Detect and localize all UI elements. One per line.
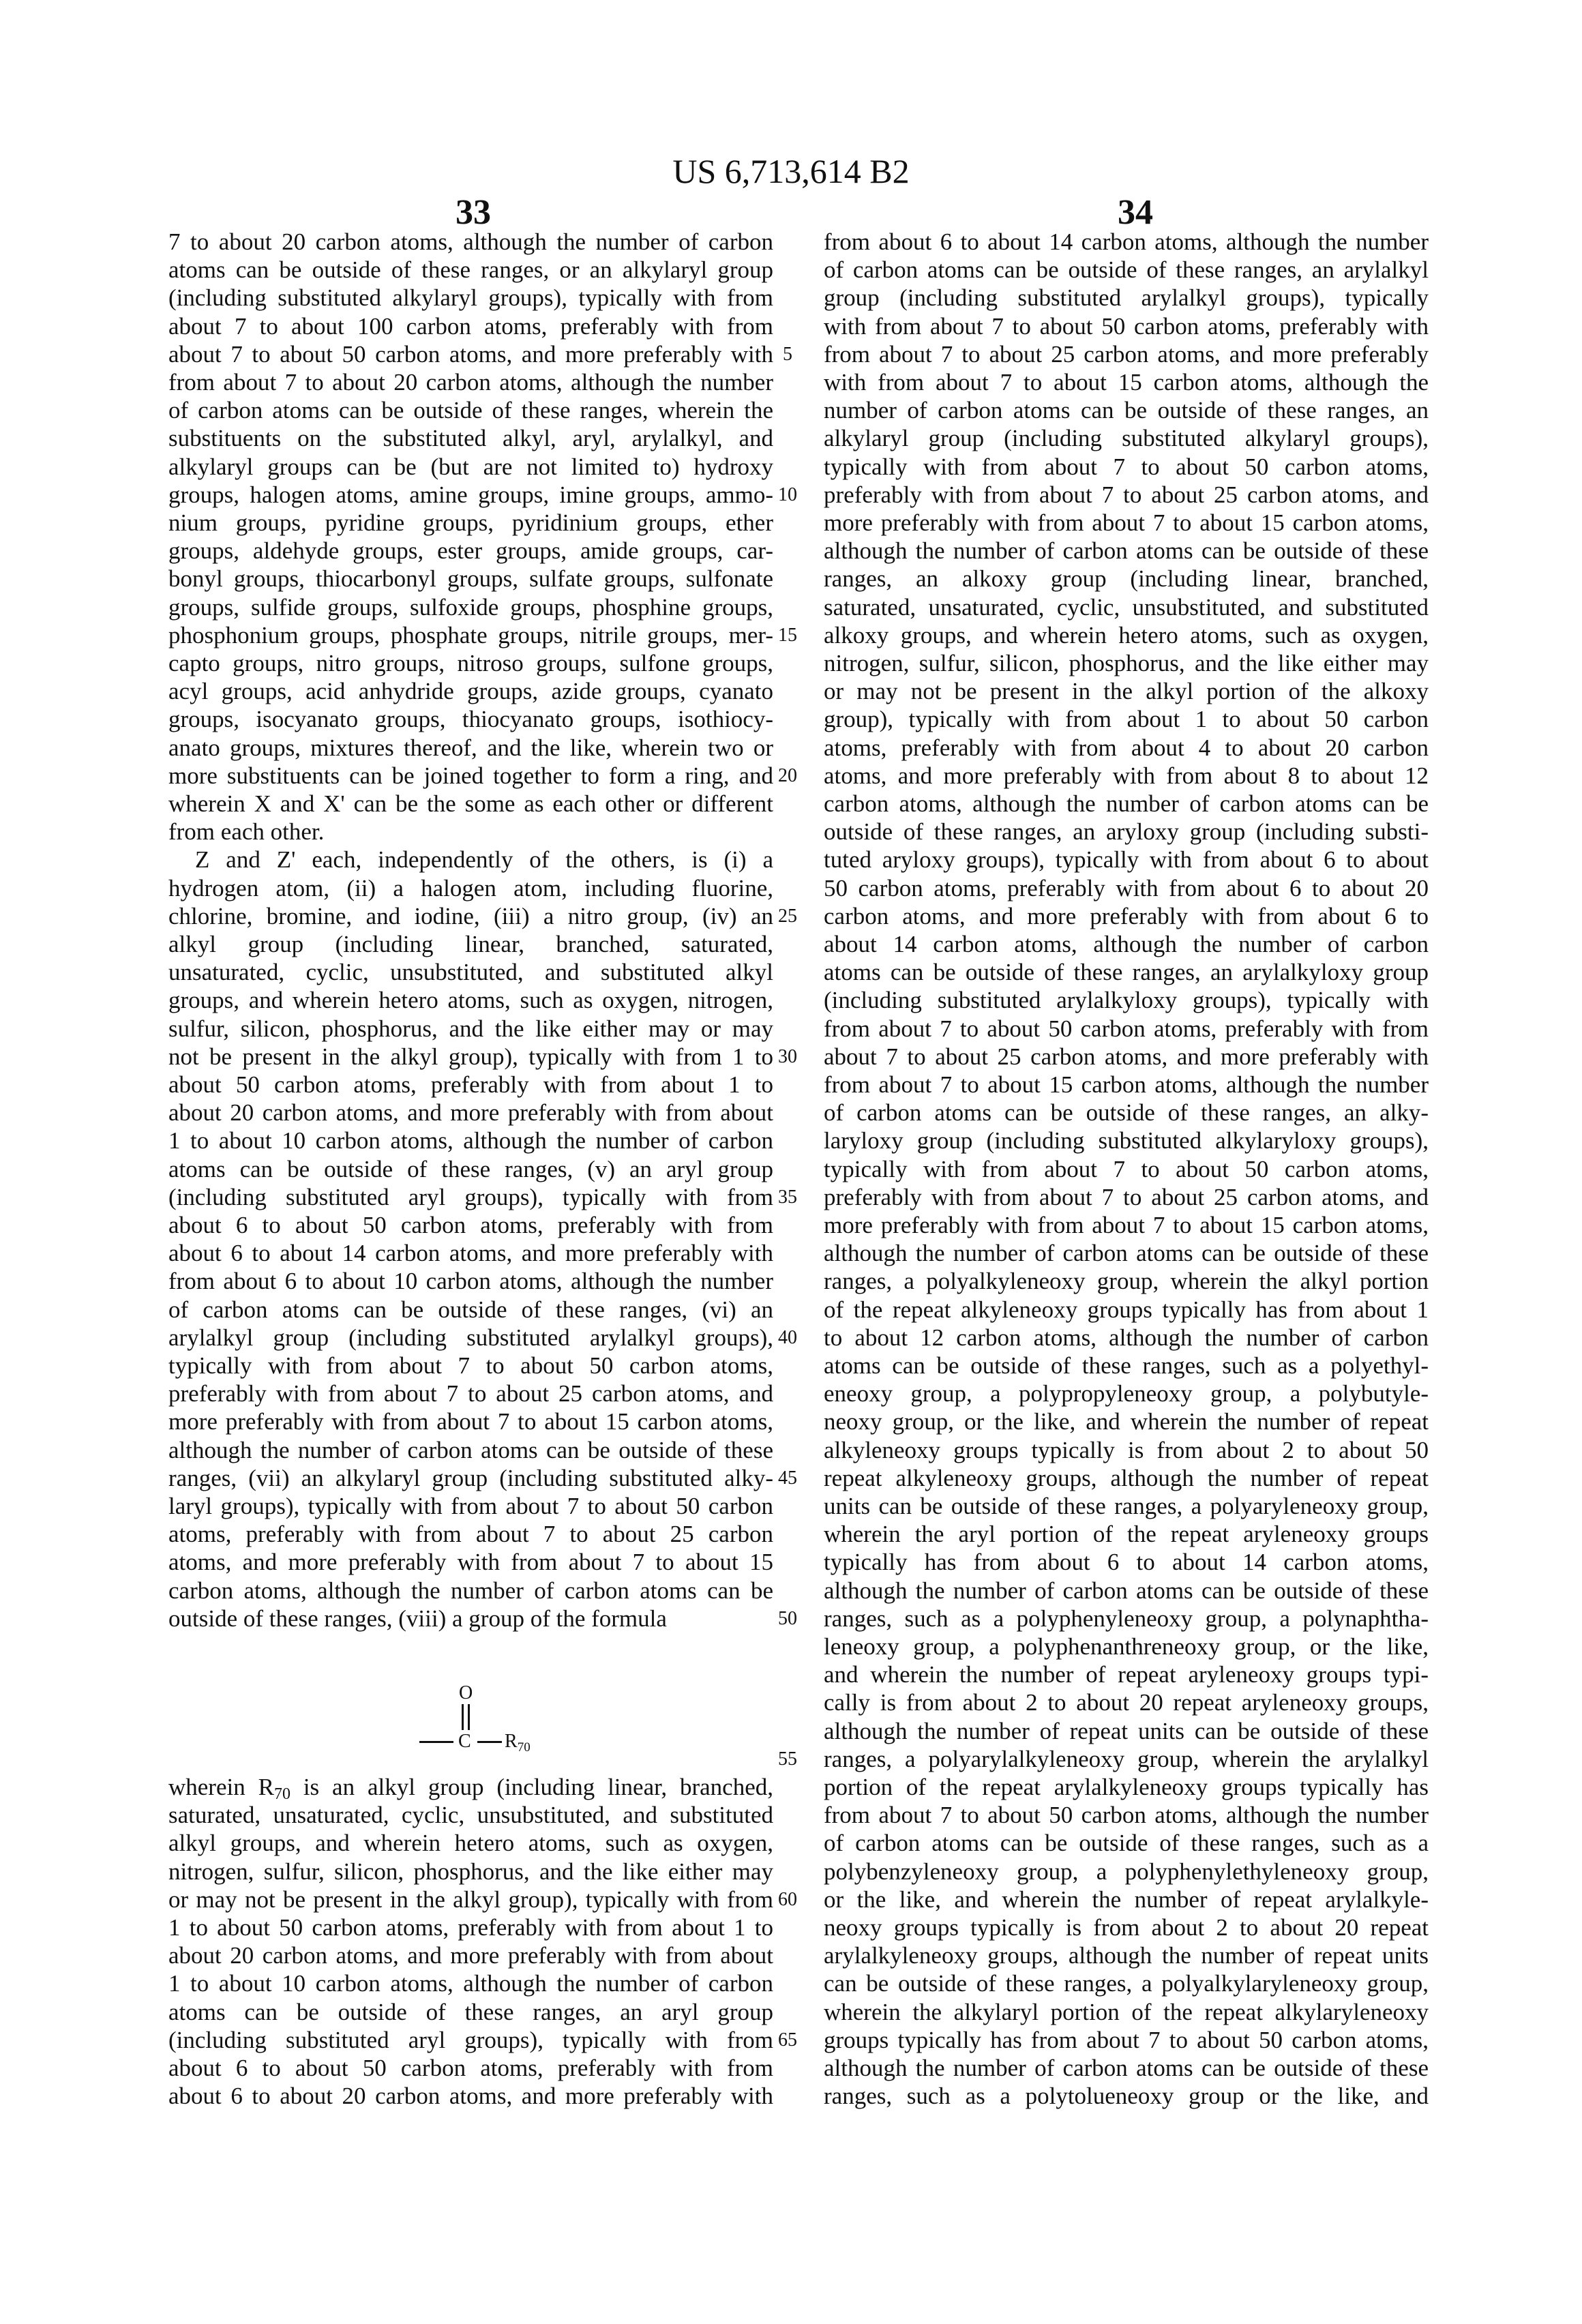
text-line: alkylaryl group (including substituted alkylaryl groups), — [824, 424, 1429, 452]
text-line: about 7 to about 100 carbon atoms, preferably with from — [168, 312, 773, 340]
text-line: cally is from about 2 to about 20 repeat aryleneoxy groups, — [824, 1688, 1429, 1716]
text-line: alkyleneoxy groups typically is from about 2 to about 50 — [824, 1436, 1429, 1464]
text-line: number of carbon atoms can be outside of these ranges, an — [824, 396, 1429, 424]
text-line: ranges, such as a polytolueneoxy group or the like, and — [824, 2082, 1429, 2110]
text-line: of carbon atoms can be outside of these ranges, such as a — [824, 1829, 1429, 1857]
text-line: from about 7 to about 25 carbon atoms, and more preferably — [824, 340, 1429, 368]
text-line: to about 12 carbon atoms, although the number of carbon — [824, 1324, 1429, 1352]
text-line: wherein the aryl portion of the repeat aryleneoxy groups — [824, 1520, 1429, 1548]
text-line: of carbon atoms can be outside of these ranges, wherein the — [168, 396, 773, 424]
text-line: preferably with from about 7 to about 25 carbon atoms, and — [824, 481, 1429, 509]
text-line: group), typically with from about 1 to about 50 carbon — [824, 705, 1429, 733]
text-line: nium groups, pyridine groups, pyridinium groups, ether — [168, 509, 773, 537]
text-line: ranges, a polyalkyleneoxy group, wherein the alkyl portion — [824, 1267, 1429, 1295]
text-line: atoms can be outside of these ranges, such as a polyethyl- — [824, 1352, 1429, 1380]
margin-line-number: 45 — [771, 1464, 805, 1492]
text-line: of carbon atoms can be outside of these ranges, an alky- — [824, 1099, 1429, 1127]
text-line: atoms can be outside of these ranges, an arylalkyloxy group — [824, 958, 1429, 986]
margin-line-number: 20 — [771, 762, 805, 790]
margin-line-number: 30 — [771, 1043, 805, 1071]
text-line: ranges, an alkoxy group (including linear, branched, — [824, 565, 1429, 593]
margin-line-number: 60 — [771, 1886, 805, 1913]
text-line: saturated, unsaturated, cyclic, unsubstituted, and substituted — [824, 593, 1429, 621]
text-line: atoms can be outside of these ranges, or an alkylaryl group — [168, 256, 773, 284]
text-line: about 7 to about 50 carbon atoms, and more preferably with — [168, 340, 773, 368]
text-line: nitrogen, sulfur, silicon, phosphorus, and the like either may — [168, 1858, 773, 1886]
text-line: atoms, preferably with from about 4 to about 20 carbon — [824, 734, 1429, 762]
text-line: with from about 7 to about 15 carbon atoms, although the — [824, 368, 1429, 396]
text-line: from about 7 to about 50 carbon atoms, although the number — [824, 1801, 1429, 1829]
text-line: about 20 carbon atoms, and more preferably with from about — [168, 1941, 773, 1969]
text-line: alkoxy groups, and wherein hetero atoms, such as oxygen, — [824, 621, 1429, 649]
text-line: ranges, a polyarylalkyleneoxy group, wherein the arylalkyl — [824, 1745, 1429, 1773]
text-line: typically with from about 7 to about 50 carbon atoms, — [824, 1155, 1429, 1183]
text-line: group (including substituted arylalkyl groups), typically — [824, 284, 1429, 312]
text-line: alkyl groups, and wherein hetero atoms, such as oxygen, — [168, 1829, 773, 1857]
left-column — [168, 0, 773, 2324]
right-column — [824, 0, 1429, 2324]
text-line: about 20 carbon atoms, and more preferably with from about — [168, 1099, 773, 1127]
text-line: groups, sulfide groups, sulfoxide groups, phosphine groups, — [168, 593, 773, 621]
margin-line-number: 15 — [771, 621, 805, 649]
text-line: can be outside of these ranges, a polyalkylaryleneoxy group, — [824, 1969, 1429, 1997]
text-line: atoms, preferably with from about 7 to about 25 carbon — [168, 1520, 773, 1548]
text-line: (including substituted alkylaryl groups), typically with from — [168, 284, 773, 312]
text-line: or may not be present in the alkyl portion of the alkoxy — [824, 677, 1429, 705]
page-number-right: 34 — [1094, 192, 1176, 233]
text-line: and wherein the number of repeat aryleneoxy groups typi- — [824, 1660, 1429, 1688]
margin-line-number: 40 — [771, 1324, 805, 1352]
text-line: groups typically has from about 7 to about 50 carbon atoms, — [824, 2026, 1429, 2054]
text-line: more preferably with from about 7 to about 15 carbon atoms, — [824, 509, 1429, 537]
formula-oxygen: O — [459, 1684, 473, 1703]
formula-r-group — [505, 1732, 531, 1757]
r70-post: is an alkyl group (including linear, branched, — [290, 1774, 773, 1800]
text-line: outside of these ranges, (viii) a group of the formula — [168, 1605, 773, 1633]
text-line: eneoxy group, a polypropyleneoxy group, a polybutyle- — [824, 1380, 1429, 1407]
text-line: neoxy group, or the like, and wherein the number of repeat — [824, 1407, 1429, 1435]
r-label: R — [505, 1731, 518, 1752]
formula-carbon: C — [458, 1732, 471, 1751]
text-line: hydrogen atom, (ii) a halogen atom, including fluorine, — [168, 874, 773, 902]
page-number-left: 33 — [432, 192, 514, 233]
text-line: (including substituted aryl groups), typically with from — [168, 2026, 773, 2054]
text-line: about 6 to about 14 carbon atoms, and more preferably with — [168, 1239, 773, 1267]
text-line: although the number of carbon atoms can be outside of these — [824, 537, 1429, 565]
text-line: polybenzyleneoxy group, a polyphenylethyleneoxy group, — [824, 1858, 1429, 1886]
text-line: about 50 carbon atoms, preferably with from about 1 to — [168, 1071, 773, 1099]
margin-line-number: 25 — [771, 902, 805, 930]
text-line: carbon atoms, although the number of carbon atoms can be — [168, 1577, 773, 1605]
text-line: carbon atoms, and more preferably with from about 6 to — [824, 902, 1429, 930]
chemical-formula-acyl — [409, 1681, 559, 1756]
double-bond-line — [468, 1704, 470, 1730]
text-line: from each other. — [168, 818, 773, 846]
text-line: arylalkyleneoxy groups, although the number of repeat units — [824, 1941, 1429, 1969]
text-line: (including substituted arylalkyloxy groups), typically with — [824, 986, 1429, 1014]
text-line: with from about 7 to about 50 carbon atoms, preferably with — [824, 312, 1429, 340]
text-line: from about 7 to about 15 carbon atoms, although the number — [824, 1071, 1429, 1099]
text-line: groups, halogen atoms, amine groups, imine groups, ammo- — [168, 481, 773, 509]
text-line: typically has from about 6 to about 14 carbon atoms, — [824, 1548, 1429, 1576]
text-line: tuted aryloxy groups), typically with from about 6 to about — [824, 846, 1429, 874]
margin-line-number: 55 — [771, 1745, 805, 1773]
text-line: laryl groups), typically with from about 7 to about 50 carbon — [168, 1492, 773, 1520]
text-line: or may not be present in the alkyl group), typically with from — [168, 1886, 773, 1913]
r70-subscript: 70 — [274, 1785, 290, 1803]
text-line: of carbon atoms can be outside of these ranges, (vi) an — [168, 1296, 773, 1324]
text-line: arylalkyl group (including substituted arylalkyl groups), — [168, 1324, 773, 1352]
text-line: of the repeat alkyleneoxy groups typically has from about 1 — [824, 1296, 1429, 1324]
text-line: atoms can be outside of these ranges, an aryl group — [168, 1998, 773, 2026]
text-line: ranges, such as a polyphenyleneoxy group, a polynaphtha- — [824, 1605, 1429, 1633]
text-line: although the number of carbon atoms can be outside of these — [168, 1436, 773, 1464]
text-line: groups, and wherein hetero atoms, such as oxygen, nitrogen, — [168, 986, 773, 1014]
text-line: about 7 to about 25 carbon atoms, and more preferably with — [824, 1043, 1429, 1071]
text-line: laryloxy group (including substituted alkylaryloxy groups), — [824, 1127, 1429, 1154]
single-bond-right — [477, 1741, 502, 1743]
text-line: nitrogen, sulfur, silicon, phosphorus, and the like either may — [824, 649, 1429, 677]
text-line: alkyl group (including linear, branched, saturated, — [168, 930, 773, 958]
text-line: from about 6 to about 10 carbon atoms, although the number — [168, 1267, 773, 1295]
text-line: capto groups, nitro groups, nitroso groups, sulfone groups, — [168, 649, 773, 677]
text-line: carbon atoms, although the number of carbon atoms can be — [824, 790, 1429, 818]
text-line: more preferably with from about 7 to about 15 carbon atoms, — [824, 1211, 1429, 1239]
text-line: bonyl groups, thiocarbonyl groups, sulfate groups, sulfonate — [168, 565, 773, 593]
text-line: substituents on the substituted alkyl, aryl, arylalkyl, and — [168, 424, 773, 452]
r-subscript: 70 — [518, 1740, 531, 1755]
text-line: atoms can be outside of these ranges, (v) an aryl group — [168, 1155, 773, 1183]
text-line: ranges, (vii) an alkylaryl group (including substituted alky- — [168, 1464, 773, 1492]
text-line: groups, isocyanato groups, thiocyanato groups, isothiocy- — [168, 705, 773, 733]
text-line: from about 6 to about 14 carbon atoms, although the number — [824, 228, 1429, 256]
text-line: Z and Z' each, independently of the others, is (i) a — [168, 846, 773, 874]
text-line: about 6 to about 20 carbon atoms, and more preferably with — [168, 2082, 773, 2110]
text-line: leneoxy group, a polyphenanthreneoxy group, or the like, — [824, 1633, 1429, 1660]
double-bond-line — [462, 1704, 464, 1730]
text-line: chlorine, bromine, and iodine, (iii) a nitro group, (iv) an — [168, 902, 773, 930]
patent-number: US 6,713,614 B2 — [0, 151, 1582, 191]
text-line: saturated, unsaturated, cyclic, unsubstituted, and substituted — [168, 1801, 773, 1829]
text-line: acyl groups, acid anhydride groups, azide groups, cyanato — [168, 677, 773, 705]
text-line: although the number of repeat units can be outside of these — [824, 1717, 1429, 1745]
text-line: alkylaryl groups can be (but are not limited to) hydroxy — [168, 453, 773, 481]
text-line: typically with from about 7 to about 50 carbon atoms, — [824, 453, 1429, 481]
text-line: anato groups, mixtures thereof, and the like, wherein two or — [168, 734, 773, 762]
text-line: sulfur, silicon, phosphorus, and the like either may or may — [168, 1015, 773, 1043]
text-line: about 6 to about 50 carbon atoms, preferably with from — [168, 2054, 773, 2082]
text-line: from about 7 to about 50 carbon atoms, preferably with from — [824, 1015, 1429, 1043]
text-line: typically with from about 7 to about 50 carbon atoms, — [168, 1352, 773, 1380]
text-line: groups, aldehyde groups, ester groups, amide groups, car- — [168, 537, 773, 565]
single-bond-left — [419, 1741, 453, 1743]
text-line: not be present in the alkyl group), typically with from 1 to — [168, 1043, 773, 1071]
margin-line-number: 35 — [771, 1183, 805, 1211]
text-line: preferably with from about 7 to about 25 carbon atoms, and — [824, 1183, 1429, 1211]
text-line: more substituents can be joined together to form a ring, and — [168, 762, 773, 790]
text-line: neoxy groups typically is from about 2 to about 20 repeat — [824, 1913, 1429, 1941]
text-line: more preferably with from about 7 to about 15 carbon atoms, — [168, 1407, 773, 1435]
text-line: repeat alkyleneoxy groups, although the number of repeat — [824, 1464, 1429, 1492]
text-line: 50 carbon atoms, preferably with from about 6 to about 20 — [824, 874, 1429, 902]
text-line: or the like, and wherein the number of repeat arylalkyle- — [824, 1886, 1429, 1913]
text-line: preferably with from about 7 to about 25 carbon atoms, and — [168, 1380, 773, 1407]
text-line: outside of these ranges, an aryloxy group (including substi- — [824, 818, 1429, 846]
text-line: 1 to about 10 carbon atoms, although the number of carbon — [168, 1969, 773, 1997]
text-line: 1 to about 10 carbon atoms, although the number of carbon — [168, 1127, 773, 1154]
margin-line-number: 10 — [771, 481, 805, 509]
text-line: wherein the alkylaryl portion of the repeat alkylaryleneoxy — [824, 1998, 1429, 2026]
text-line: although the number of carbon atoms can be outside of these — [824, 1577, 1429, 1605]
text-line: although the number of carbon atoms can be outside of these — [824, 1239, 1429, 1267]
text-line: about 6 to about 50 carbon atoms, preferably with from — [168, 1211, 773, 1239]
text-line: 1 to about 50 carbon atoms, preferably with from about 1 to — [168, 1913, 773, 1941]
text-line: of carbon atoms can be outside of these ranges, an arylalkyl — [824, 256, 1429, 284]
text-line: atoms, and more preferably with from about 8 to about 12 — [824, 762, 1429, 790]
margin-line-number: 65 — [771, 2026, 805, 2054]
r70-pre: wherein R — [168, 1774, 274, 1800]
text-line: from about 7 to about 20 carbon atoms, although the number — [168, 368, 773, 396]
text-line: unsaturated, cyclic, unsubstituted, and substituted alkyl — [168, 958, 773, 986]
text-line: wherein X and X' can be the some as each other or different — [168, 790, 773, 818]
margin-line-number: 5 — [771, 340, 805, 368]
text-line: (including substituted aryl groups), typically with from — [168, 1183, 773, 1211]
text-line: 7 to about 20 carbon atoms, although the number of carbon — [168, 228, 773, 256]
text-line: atoms, and more preferably with from about 7 to about 15 — [168, 1548, 773, 1576]
text-line: although the number of carbon atoms can be outside of these — [824, 2054, 1429, 2082]
text-line-r70 — [168, 1773, 773, 1801]
text-line: about 14 carbon atoms, although the number of carbon — [824, 930, 1429, 958]
text-line: phosphonium groups, phosphate groups, nitrile groups, mer- — [168, 621, 773, 649]
text-line: portion of the repeat arylalkyleneoxy groups typically has — [824, 1773, 1429, 1801]
text-line: units can be outside of these ranges, a polyaryleneoxy group, — [824, 1492, 1429, 1520]
margin-line-number: 50 — [771, 1605, 805, 1633]
